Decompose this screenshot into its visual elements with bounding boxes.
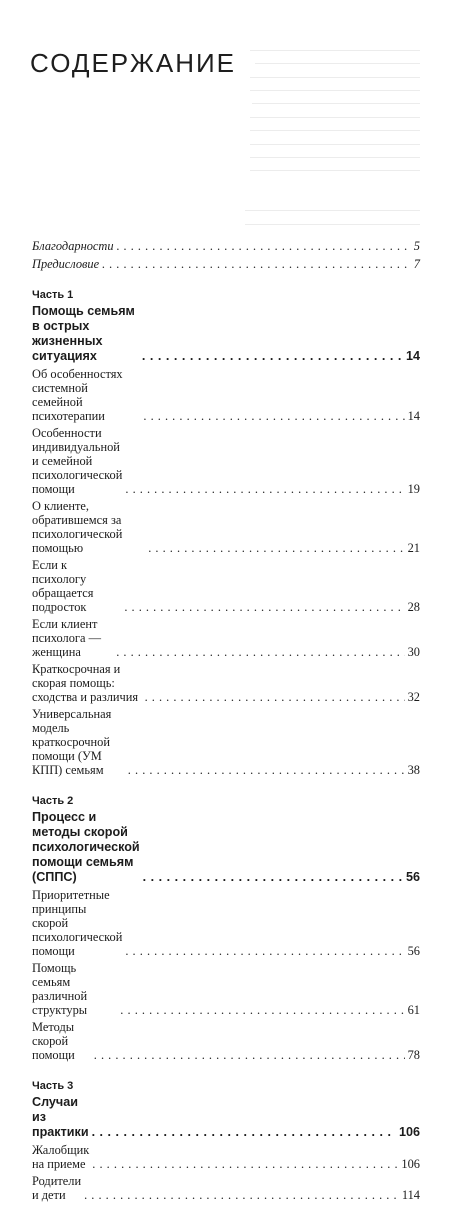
toc-page-number: 61	[407, 1003, 420, 1017]
leader-dots	[143, 409, 404, 423]
toc-page-number: 28	[407, 600, 420, 614]
toc-entry-text	[32, 707, 125, 777]
toc-entry[interactable]	[32, 499, 420, 555]
toc-entry-text: Родители и дети	[32, 1174, 82, 1202]
toc-page-number: 106	[401, 1157, 420, 1171]
toc-entry-text: Благодарности	[32, 239, 114, 253]
leader-dots	[145, 690, 405, 704]
toc-entry-text	[32, 888, 122, 958]
leader-dots	[128, 763, 405, 777]
toc-page-number: 56	[405, 870, 420, 884]
toc-entry[interactable]	[32, 1174, 420, 1202]
toc-page-number: 5	[413, 239, 420, 253]
toc-entry[interactable]	[32, 961, 420, 1017]
leader-dots	[117, 239, 411, 253]
leader-dots	[124, 600, 404, 614]
toc-chapter-line: помощи семьям (СППС)	[32, 855, 134, 884]
toc-entry-line: Приоритетные принципы	[32, 888, 110, 916]
toc-entry[interactable]	[32, 617, 420, 659]
page-title: СОДЕРЖАНИЕ	[30, 48, 237, 78]
leader-dots	[116, 645, 404, 659]
toc-chapter-text: Помощь семьям в острых жизненных ситуациях	[32, 304, 135, 363]
toc-entry-acknowledgements[interactable]	[32, 239, 420, 253]
toc-entry-line: скорой психологической помощи	[32, 916, 123, 958]
toc-page-number: 114	[401, 1188, 420, 1202]
toc-entry-text: О клиенте, обратившемся за психологической помощью	[32, 499, 123, 555]
toc-page-number: 78	[407, 1048, 420, 1062]
leader-dots	[120, 1003, 404, 1017]
toc-entry-text: Жалобщик на приеме	[32, 1143, 90, 1171]
toc-entry[interactable]	[32, 888, 420, 958]
toc-chapter-line: Процесс и методы скорой психологической	[32, 810, 140, 854]
leader-dots	[142, 349, 403, 364]
toc-entry-line: Универсальная модель	[32, 707, 112, 735]
toc-entry-text	[32, 426, 122, 496]
toc-entry-text: Если к психологу обращается подросток	[32, 558, 94, 614]
toc-entry[interactable]	[32, 426, 420, 496]
part-1-label: Часть 1	[32, 289, 74, 301]
leader-dots	[125, 482, 404, 496]
toc-entry[interactable]	[32, 1020, 420, 1062]
toc-page-number: 14	[407, 409, 420, 423]
toc-entry[interactable]	[32, 367, 420, 423]
toc-entry-text: Краткосрочная и скорая помощь: сходства и различия	[32, 662, 139, 704]
toc-chapter-text	[32, 810, 140, 885]
toc-page-number: 7	[413, 257, 420, 271]
leader-dots	[92, 1125, 396, 1140]
toc-page-number: 106	[398, 1125, 420, 1139]
toc-entry-text: Если клиент психолога — женщина	[32, 617, 101, 659]
toc-entry[interactable]	[32, 707, 420, 777]
toc-entry-text: Методы скорой помощи	[32, 1020, 75, 1062]
toc-entry[interactable]	[32, 1143, 420, 1171]
leader-dots	[143, 870, 403, 885]
toc-entry-line: и семейной психологической помощи	[32, 454, 123, 496]
toc-entry-text: Об особенностях системной семейной психотерапии	[32, 367, 123, 423]
leader-dots	[125, 944, 404, 958]
part-3-label: Часть 3	[32, 1080, 74, 1092]
toc-page-number: 30	[407, 645, 420, 659]
toc-chapter-part-1[interactable]	[32, 304, 420, 364]
toc-chapter-part-3[interactable]	[32, 1095, 420, 1140]
toc-chapter-text: Случаи из практики	[32, 1095, 89, 1139]
toc-entry-line: краткосрочной помощи (УМ КПП) семьям	[32, 735, 110, 777]
leader-dots	[84, 1188, 399, 1202]
toc-page-number: 19	[407, 482, 420, 496]
leader-dots	[148, 541, 404, 555]
part-2-label: Часть 2	[32, 795, 74, 807]
toc-page-number: 21	[407, 541, 420, 555]
toc-entry-text: Предисловие	[32, 257, 100, 271]
toc-page-number: 14	[405, 349, 420, 363]
leader-dots	[102, 257, 411, 271]
toc-entry[interactable]	[32, 558, 420, 614]
leader-dots	[92, 1157, 398, 1171]
toc-page-number: 32	[407, 690, 420, 704]
table-of-contents	[32, 239, 420, 1205]
toc-entry[interactable]	[32, 662, 420, 704]
toc-entry-preface[interactable]	[32, 257, 420, 271]
toc-chapter-part-2[interactable]	[32, 810, 420, 885]
toc-page-number: 38	[407, 763, 420, 777]
toc-entry-line: Особенности индивидуальной	[32, 426, 120, 454]
toc-page-number: 56	[407, 944, 420, 958]
leader-dots	[94, 1048, 405, 1062]
toc-entry-text: Помощь семьям различной структуры	[32, 961, 88, 1017]
